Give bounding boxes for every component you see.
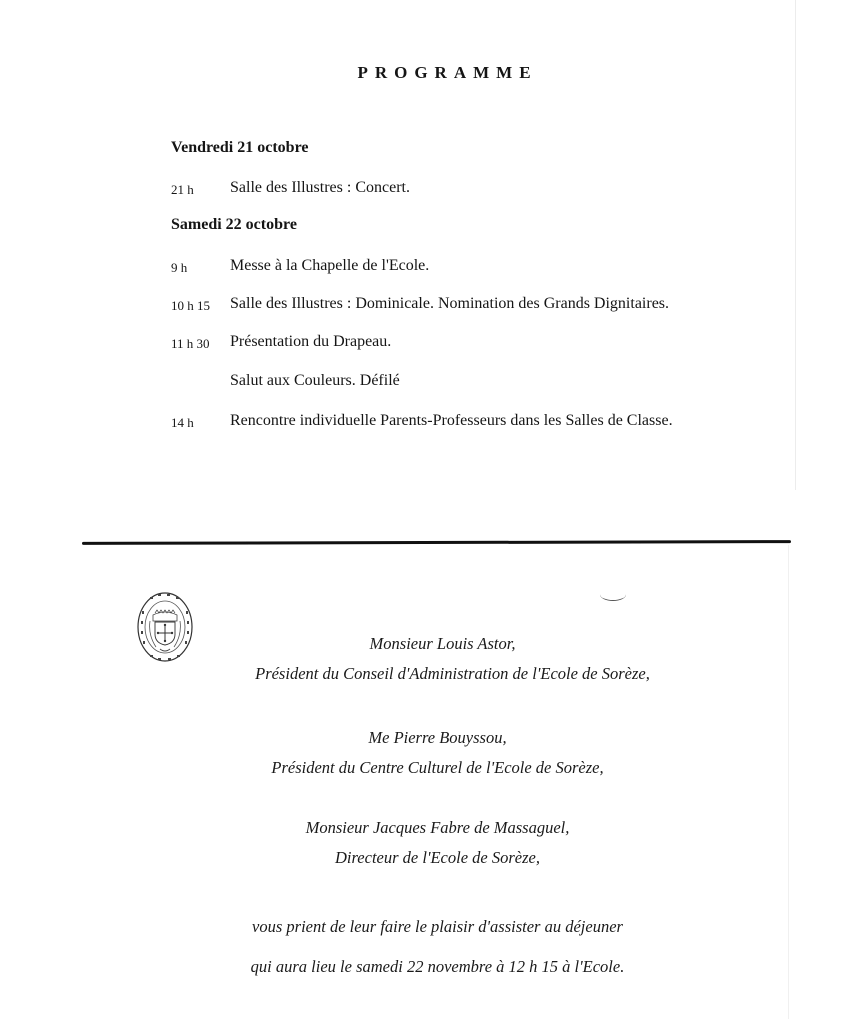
invitation-message: qui aura lieu le samedi 22 novembre à 12 h 15 à l'Ecole. — [250, 957, 625, 976]
event-time: 10 h 15 — [171, 298, 210, 313]
event-time: 11 h 30 — [171, 336, 210, 351]
programme-title: PROGRAMME — [357, 63, 538, 82]
event-description: Présentation du Drapeau. — [230, 333, 392, 350]
host-role: Président du Conseil d'Administration de l'Ecole de Sorèze, — [255, 664, 650, 683]
event-description: Messe à la Chapelle de l'Ecole. — [230, 257, 430, 274]
event-description: Salut aux Couleurs. Défilé — [230, 372, 400, 389]
event-description: Salle des Illustres : Dominicale. Nomination des Grands Dignitaires. — [230, 295, 670, 312]
host-name: Me Pierre Bouyssou, — [368, 728, 507, 747]
day-heading-vendredi: Vendredi 21 octobre — [171, 139, 309, 156]
host-name: Monsieur Jacques Fabre de Massaguel, — [305, 818, 570, 837]
card-edge — [788, 545, 789, 1019]
day-heading-samedi: Samedi 22 octobre — [171, 216, 297, 233]
invitation-message: vous prient de leur faire le plaisir d'assister au déjeuner — [252, 917, 623, 936]
event-time: 9 h — [171, 260, 188, 275]
host-name: Monsieur Louis Astor, — [369, 634, 516, 653]
paper-mark — [600, 588, 626, 601]
event-time: 21 h — [171, 182, 194, 197]
event-description: Rencontre individuelle Parents-Professeurs dans les Salles de Classe. — [230, 412, 673, 429]
host-role: Président du Centre Culturel de l'Ecole de Sorèze, — [271, 758, 604, 777]
event-time: 14 h — [171, 415, 194, 430]
card-divider-line — [82, 540, 791, 545]
host-role: Directeur de l'Ecole de Sorèze, — [335, 848, 540, 867]
event-description: Salle des Illustres : Concert. — [230, 179, 410, 196]
